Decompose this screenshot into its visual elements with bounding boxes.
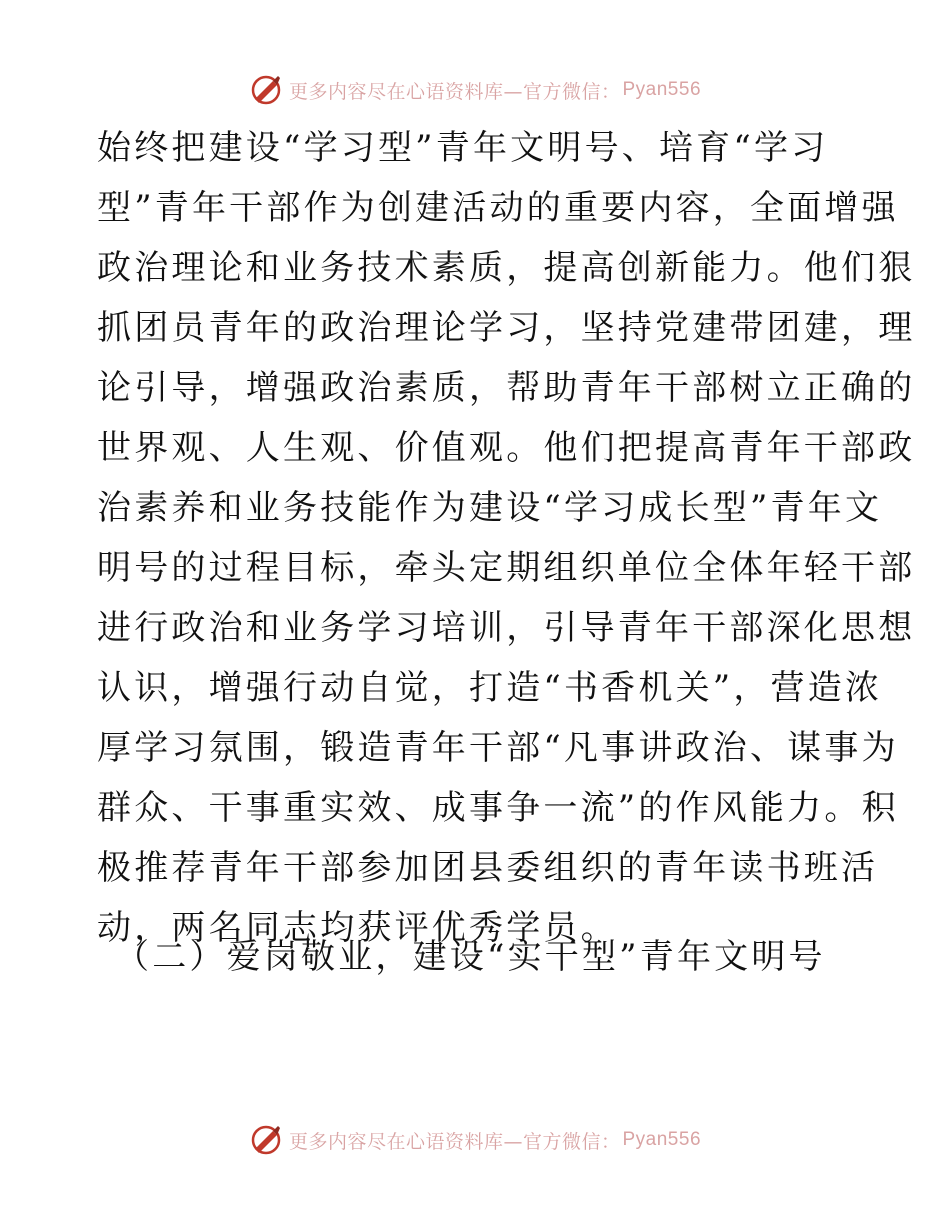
body-line: 认识，增强行动自觉，打造“书香机关”，营造浓: [97, 668, 883, 708]
section-heading: （二）爱岗敬业，建设“实干型”青年文明号: [115, 937, 826, 977]
body-line: 极推荐青年干部参加团县委组织的青年读书班活: [97, 848, 879, 888]
body-line: 进行政治和业务学习培训，引导青年干部深化思想: [97, 608, 916, 648]
body-line: 型”青年干部作为创建活动的重要内容，全面增强: [97, 188, 899, 228]
body-line: 群众、干事重实效、成事争一流”的作风能力。积: [97, 788, 899, 828]
header-watermark: [0, 70, 950, 110]
body-line: 明号的过程目标，牵头定期组织单位全体年轻干部: [97, 548, 916, 588]
pen-circle-logo-icon: [249, 1123, 283, 1157]
watermark-handle: Pyan556: [622, 79, 702, 100]
watermark-handle: Pyan556: [622, 1129, 702, 1150]
body-line: 世界观、人生观、价值观。他们把提高青年干部政: [97, 428, 916, 468]
body-line: 政治理论和业务技术素质，提高创新能力。他们狠: [97, 248, 916, 288]
body-line: 厚学习氛围，锻造青年干部“凡事讲政治、谋事为: [97, 728, 899, 768]
body-line: 始终把建设“学习型”青年文明号、培育“学习: [97, 128, 829, 168]
body-line: 抓团员青年的政治理论学习，坚持党建带团建，理: [97, 308, 916, 348]
body-line: 论引导，增强政治素质，帮助青年干部树立正确的: [97, 368, 916, 408]
watermark-text: 更多内容尽在心语资料库—官方微信：: [288, 80, 621, 103]
body-line: 治素养和业务技能作为建设“学习成长型”青年文: [97, 488, 883, 528]
watermark-text: 更多内容尽在心语资料库—官方微信：: [288, 1130, 621, 1153]
footer-watermark: [0, 1120, 950, 1160]
document-body: [97, 118, 916, 958]
body-line: 动，两名同志均获评优秀学员。: [97, 908, 618, 948]
pen-circle-logo-icon: [249, 73, 283, 107]
